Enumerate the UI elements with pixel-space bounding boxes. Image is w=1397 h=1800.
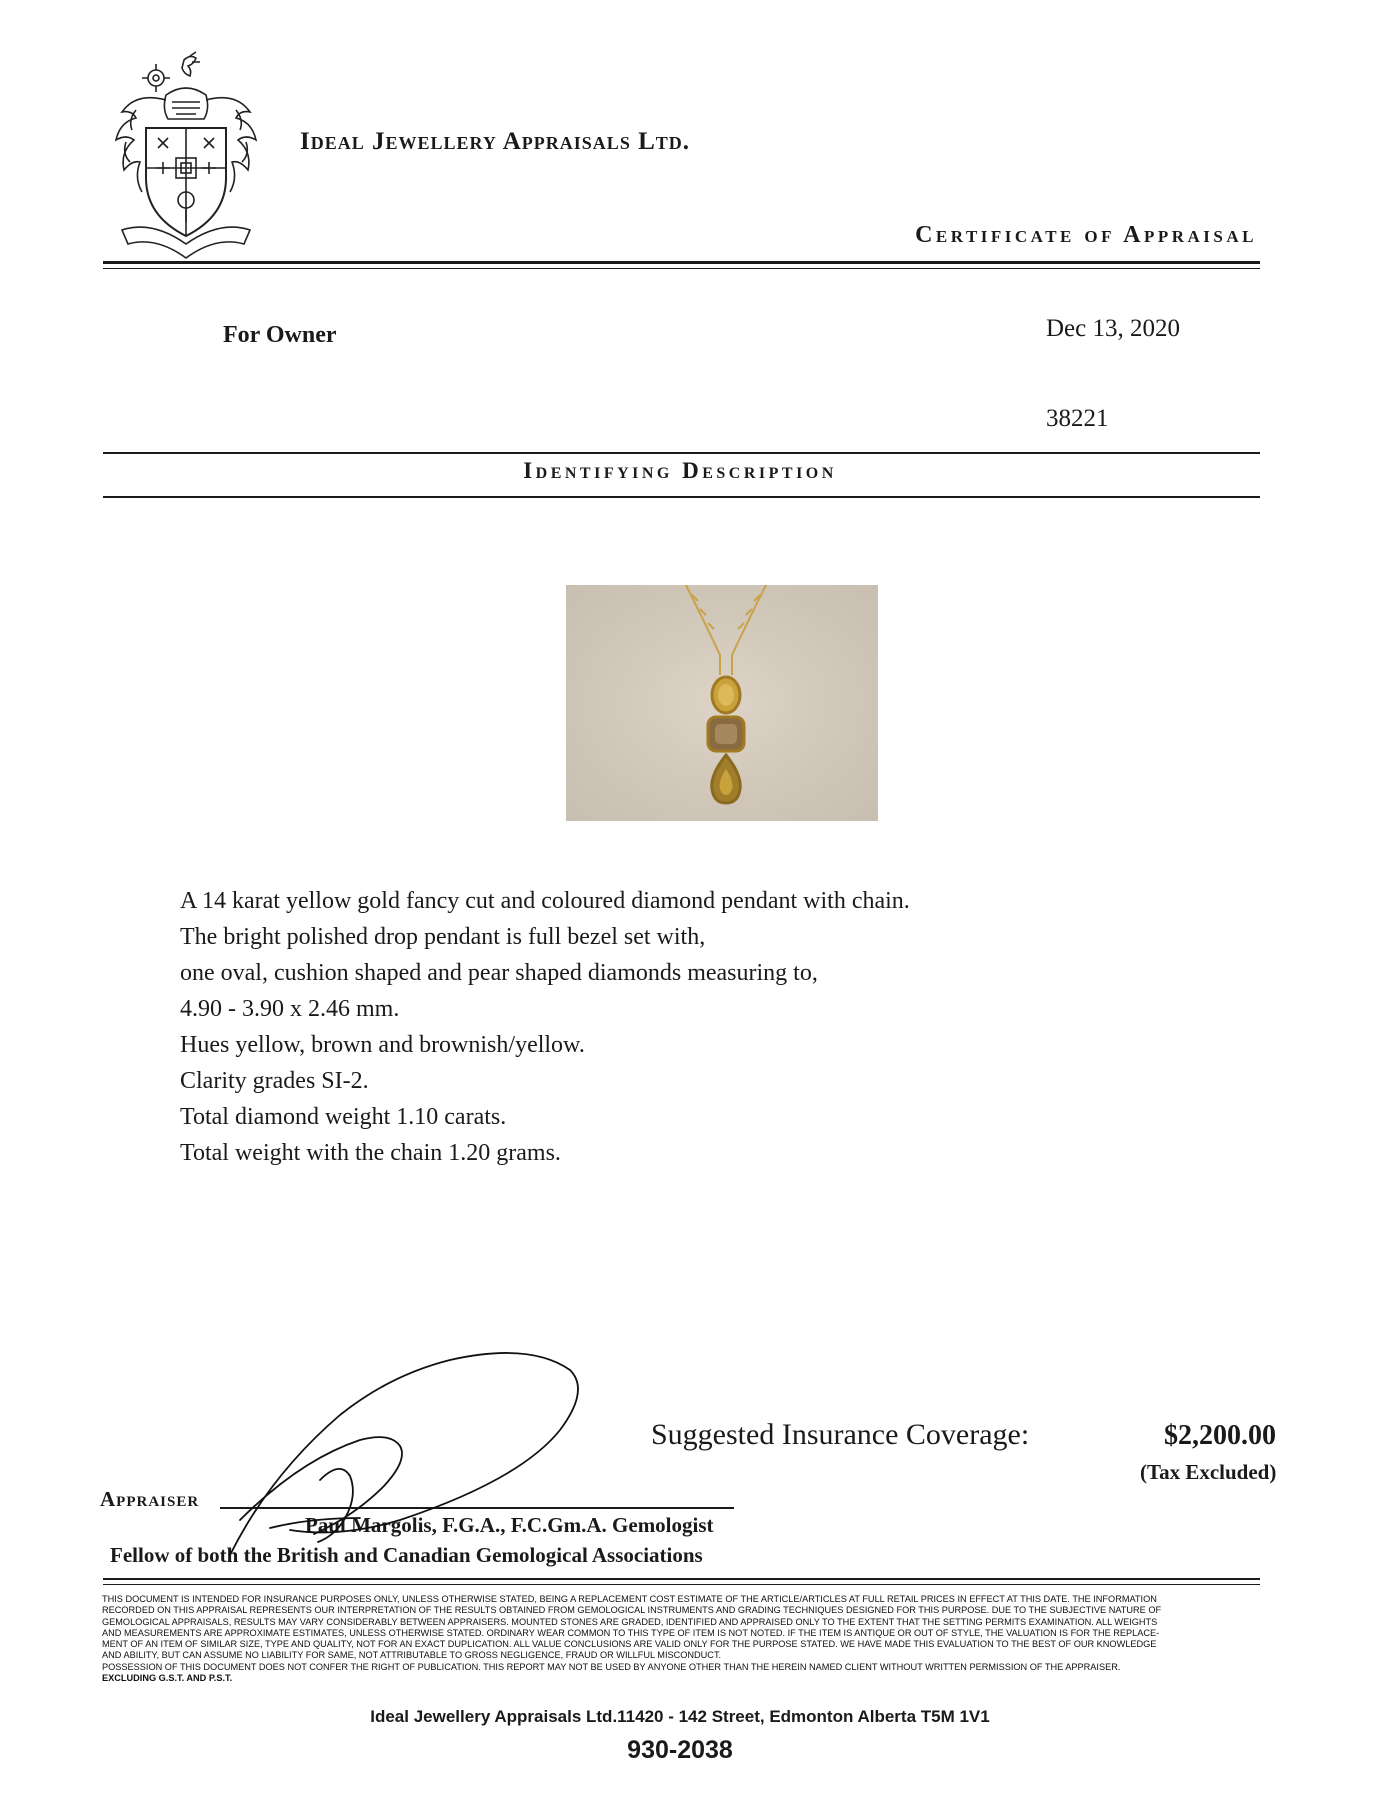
coverage-amount: $2,200.00 <box>1164 1420 1276 1451</box>
appraiser-label: Appraiser <box>100 1487 200 1511</box>
footer-phone: 930-2038 <box>627 1736 733 1764</box>
pendant-photo <box>566 585 878 821</box>
description-line: Clarity grades SI-2. <box>180 1068 369 1094</box>
appraiser-name: Paul Margolis, F.G.A., F.C.Gm.A. Gemologist <box>305 1513 714 1537</box>
disclaimer <box>102 1594 1262 1684</box>
disclaimer-line: AND ABILITY, BUT CAN ASSUME NO LIABILITY FOR SAME, NOT ATTRIBUTABLE TO GROSS NEGLIGENCE, FRAUD OR WILLFUL MISCONDUCT. <box>102 1650 722 1661</box>
disclaimer-line: MENT OF AN ITEM OF SIMILAR SIZE, TYPE AND QUALITY, NOT FOR AN EXACT DUPLICATION. ALL VALUE CONCLUSIONS ARE VALID ONLY FOR THE PURPOSE STATED. WE HAVE MADE THIS EVALUATION TO THE BEST OF OUR KNOWLEDGE <box>102 1639 1157 1650</box>
disclaimer-line: RECORDED ON THIS APPRAISAL REPRESENTS OUR INTERPRETATION OF THE RESULTS OBTAINED FROM GEMOLOGICAL INSTRUMENTS AND GRADING TECHNIQUES DESIGNED FOR THIS PURPOSE. DUE TO THE SUBJECTIVE NATURE OF <box>102 1605 1162 1616</box>
description-line: Hues yellow, brown and brownish/yellow. <box>180 1032 585 1058</box>
header-rule-thin <box>103 268 1260 269</box>
company-name: Ideal Jewellery Appraisals Ltd. <box>300 128 691 155</box>
owner-label: For Owner <box>223 322 337 348</box>
description-line: 4.90 - 3.90 x 2.46 mm. <box>180 996 400 1022</box>
appraiser-fellowship: Fellow of both the British and Canadian Gemological Associations <box>110 1543 703 1567</box>
description-line: A 14 karat yellow gold fancy cut and coloured diamond pendant with chain. <box>180 888 910 914</box>
header-rule-thick <box>103 261 1260 264</box>
coat-of-arms-logo <box>96 50 276 265</box>
description-line: Total weight with the chain 1.20 grams. <box>180 1140 561 1166</box>
certificate-number: 38221 <box>1046 405 1109 432</box>
document-title: Certificate of Appraisal <box>915 222 1257 248</box>
section-rule-top <box>103 452 1260 454</box>
appraisal-date: Dec 13, 2020 <box>1046 315 1180 342</box>
item-description <box>180 883 910 1171</box>
coverage-label: Suggested Insurance Coverage: <box>651 1418 1030 1451</box>
pendant-illustration <box>566 585 878 821</box>
description-line: The bright polished drop pendant is full bezel set with, <box>180 924 706 950</box>
disclaimer-line: GEMOLOGICAL APPRAISALS, RESULTS MAY VARY CONSIDERABLY BETWEEN APPRAISERS. MOUNTED STONES ARE GRADED, IDENTIFIED AND APPRAISED ONLY TO THE EXTENT THAT THE SETTING PERMITS EXAMINATION. ALL WEIGHTS <box>102 1616 1158 1627</box>
footer-rule-thin <box>103 1584 1260 1585</box>
footer-rule-thick <box>103 1578 1260 1580</box>
disclaimer-line: AND MEASUREMENTS ARE APPROXIMATE ESTIMATES, UNLESS OTHERWISE STATED. ORDINARY WEAR COMMON TO THIS TYPE OF ITEM IS NOT NOTED. IF THE ITEM IS ANTIQUE OR OUT OF STYLE, THE VALUATION IS FOR THE REPLACE- <box>102 1627 1160 1638</box>
section-title: Identifying Description <box>523 458 837 483</box>
handwritten-signature <box>210 1350 590 1560</box>
disclaimer-line: EXCLUDING G.S.T. AND P.S.T. <box>102 1673 233 1684</box>
description-line: one oval, cushion shaped and pear shaped diamonds measuring to, <box>180 960 818 986</box>
footer-address: Ideal Jewellery Appraisals Ltd.11420 - 142 Street, Edmonton Alberta T5M 1V1 <box>370 1707 990 1726</box>
tax-note: (Tax Excluded) <box>1140 1460 1277 1484</box>
disclaimer-line: POSSESSION OF THIS DOCUMENT DOES NOT CONFER THE RIGHT OF PUBLICATION. THIS REPORT MAY NOT BE USED BY ANYONE OTHER THAN THE HEREIN NAMED CLIENT WITHOUT WRITTEN PERMISSION OF THE APPRAISER. <box>102 1661 1121 1672</box>
disclaimer-line: THIS DOCUMENT IS INTENDED FOR INSURANCE PURPOSES ONLY, UNLESS OTHERWISE STATED, BEING A REPLACEMENT COST ESTIMATE OF THE ARTICLE/ARTICLES AT FULL RETAIL PRICES IN EFFECT AT THIS DATE. THE INFORMATION <box>102 1594 1157 1604</box>
description-line: Total diamond weight 1.10 carats. <box>180 1104 507 1130</box>
section-rule-bottom <box>103 496 1260 498</box>
